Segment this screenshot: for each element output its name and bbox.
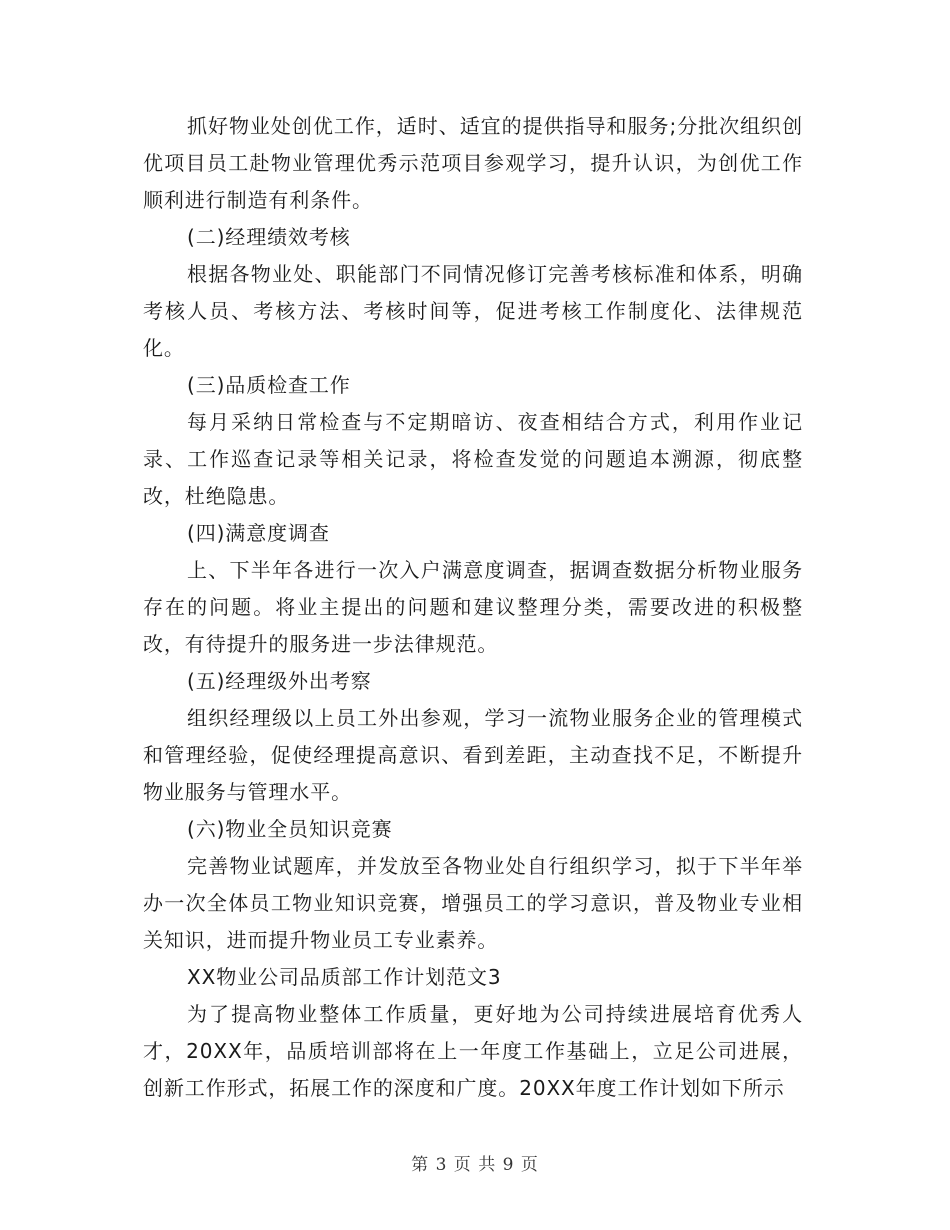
heading-quality-inspection: (三)品质检查工作 [187,373,351,397]
heading-sample-3: XX物业公司品质部工作计划范文3 [187,965,502,989]
heading-manager-visit: (五)经理级外出考察 [187,669,372,693]
paragraph-sample-3-intro: 为了提高物业整体工作质量，更好地为公司持续进展培育优秀人才，20XX年，品质培训部将在上一年度工作基础上，立足公司进展，创新工作形式，拓展工作的深度和广度。20XX年度工作计划如下所示 [143,1002,803,1100]
paragraph-manager-performance: 根据各物业处、职能部门不同情况修订完善考核标准和体系，明确考核人员、考核方法、考核时间等，促进考核工作制度化、法律规范化。 [143,262,803,360]
paragraph-manager-visit: 组织经理级以上员工外出参观，学习一流物业服务企业的管理模式和管理经验，促使经理提高意识、看到差距，主动查找不足，不断提升物业服务与管理水平。 [143,706,803,804]
paragraph-satisfaction-survey: 上、下半年各进行一次入户满意度调查，据调查数据分析物业服务存在的问题。将业主提出的问题和建议整理分类，需要改进的积极整改，有待提升的服务进一步法律规范。 [143,558,803,656]
heading-manager-performance: (二)经理绩效考核 [187,225,351,249]
paragraph-quality-inspection: 每月采纳日常检查与不定期暗访、夜查相结合方式，利用作业记录、工作巡查记录等相关记录，将检查发觉的问题追本溯源，彻底整改，杜绝隐患。 [143,410,803,508]
paragraph-knowledge-contest: 完善物业试题库，并发放至各物业处自行组织学习，拟于下半年举办一次全体员工物业知识竞赛，增强员工的学习意识，普及物业专业相关知识，进而提升物业员工专业素养。 [143,854,803,952]
paragraph-award-work: 抓好物业处创优工作，适时、适宜的提供指导和服务;分批次组织创优项目员工赴物业管理优秀示范项目参观学习，提升认识，为创优工作顺利进行制造有利条件。 [143,114,803,212]
heading-satisfaction-survey: (四)满意度调查 [187,521,330,545]
document-body [143,108,803,1107]
heading-knowledge-contest: (六)物业全员知识竞赛 [187,817,393,841]
page-number-footer: 第 3 页 共 9 页 [411,1155,539,1175]
